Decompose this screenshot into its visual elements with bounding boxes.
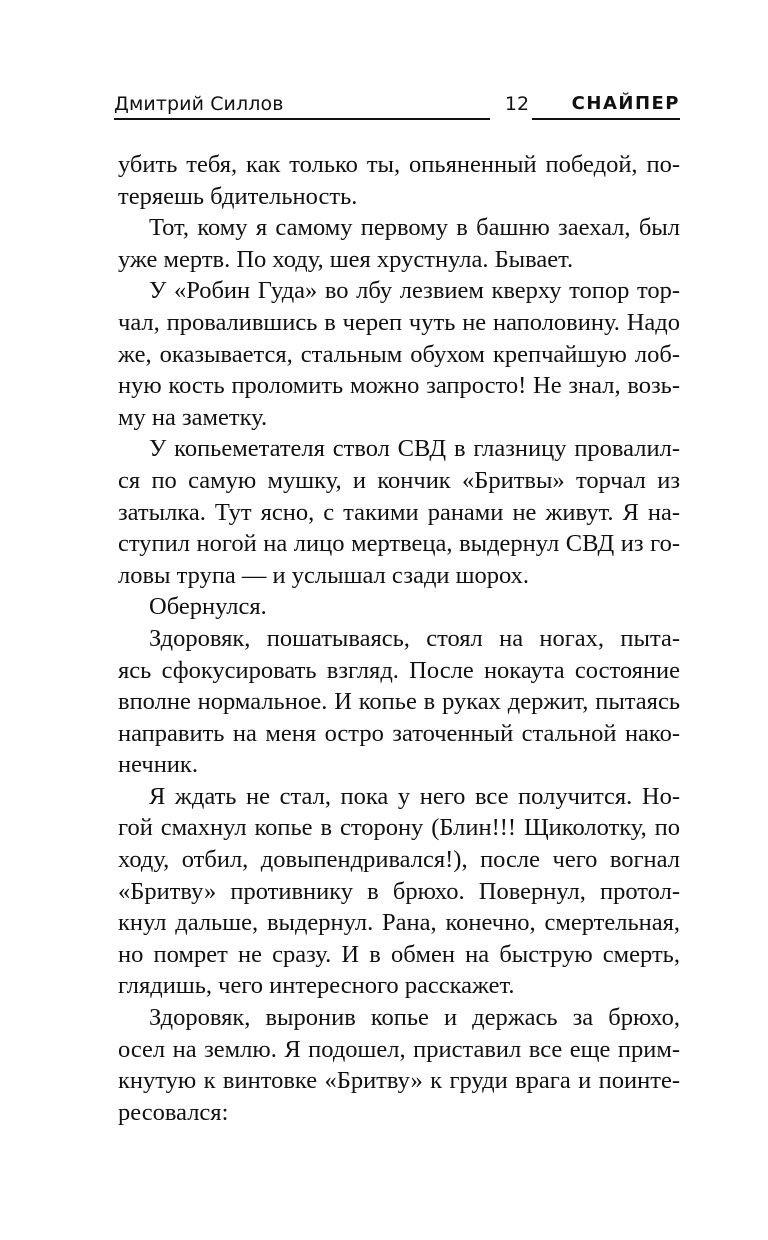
text-line: теряешь бдительность. [118, 182, 358, 210]
text-line: Здоровяк, пошатываясь, стоял на ногах, пыта- [149, 624, 680, 652]
text-line: У копьеметателя ствол СВД в глазницу провалил- [149, 435, 680, 463]
text-line: гой смахнул копье в сторону (Блин!!! Щиколотку, по [118, 814, 680, 842]
book-title: СНАЙПЕР [571, 93, 680, 114]
paragraph [118, 212, 680, 275]
author-name: Дмитрий Силлов [114, 93, 284, 115]
paragraph [118, 1002, 680, 1128]
text-line: убить тебя, как только ты, опьяненный победой, по- [118, 151, 680, 178]
text-line: нечник. [118, 751, 198, 779]
text-line: глядишь, чего интересного расскажет. [118, 972, 515, 1000]
text-line: ловы трупа — и услышал сзади шорох. [118, 561, 530, 589]
text-line: Обернулся. [149, 593, 267, 621]
text-line: му на заметку. [118, 403, 268, 431]
text-line: же, оказывается, стальным обухом крепчайшую лоб- [118, 340, 680, 368]
paragraph [118, 623, 680, 781]
text-line: ясь сфокусировать взгляд. После нокаута состояние [118, 656, 680, 684]
text-line: осел на землю. Я подошел, приставил все еще прим- [118, 1035, 680, 1063]
text-line: ся по самую мушку, и кончик «Бритвы» торчал из [118, 466, 680, 494]
paragraph [118, 275, 680, 433]
text-line: ную кость проломить можно запросто! Не знал, возь- [118, 372, 680, 400]
text-line: ходу, отбил, довыпендривался!), после чего вогнал [118, 846, 680, 874]
page-number: 12 [504, 93, 530, 115]
paragraph [118, 781, 680, 1002]
text-line: вполне нормальное. И копье в руках держит, пытаясь [118, 688, 680, 716]
text-line: уже мертв. По ходу, шея хрустнула. Бывает. [118, 245, 574, 273]
paragraph [118, 591, 680, 623]
text-line: Тот, кому я самому первому в башню заехал, был [149, 214, 680, 242]
text-line: У «Робин Гуда» во лбу лезвием кверху топор тор- [149, 277, 680, 305]
running-header [114, 92, 680, 122]
paragraph [118, 433, 680, 591]
text-line: Я ждать не стал, пока у него все получится. Но- [149, 782, 680, 810]
text-line: кнул дальше, выдернул. Рана, конечно, смертельная, [118, 909, 680, 937]
header-rule-left [114, 118, 490, 120]
text-line: Здоровяк, выронив копье и держась за брюхо, [149, 1004, 680, 1032]
text-line: кнутую к винтовке «Бритву» к груди врага и поинте- [118, 1067, 680, 1095]
text-line: чал, провалившись в череп чуть не наполовину. Надо [118, 308, 680, 336]
text-line: ступил ногой на лицо мертвеца, выдернул СВД из го- [118, 530, 680, 558]
text-line: «Бритву» противнику в брюхо. Повернул, протол- [118, 877, 680, 905]
text-line: направить на меня остро заточенный стальной нако- [118, 719, 680, 747]
header-rule-right [532, 118, 680, 120]
text-line: затылка. Тут ясно, с такими ранами не живут. Я на- [118, 498, 680, 526]
paragraph [118, 149, 680, 212]
text-line: ресовался: [118, 1098, 229, 1126]
body-text [118, 149, 680, 1128]
text-line: но помрет не сразу. И в обмен на быструю смерть, [118, 940, 680, 968]
